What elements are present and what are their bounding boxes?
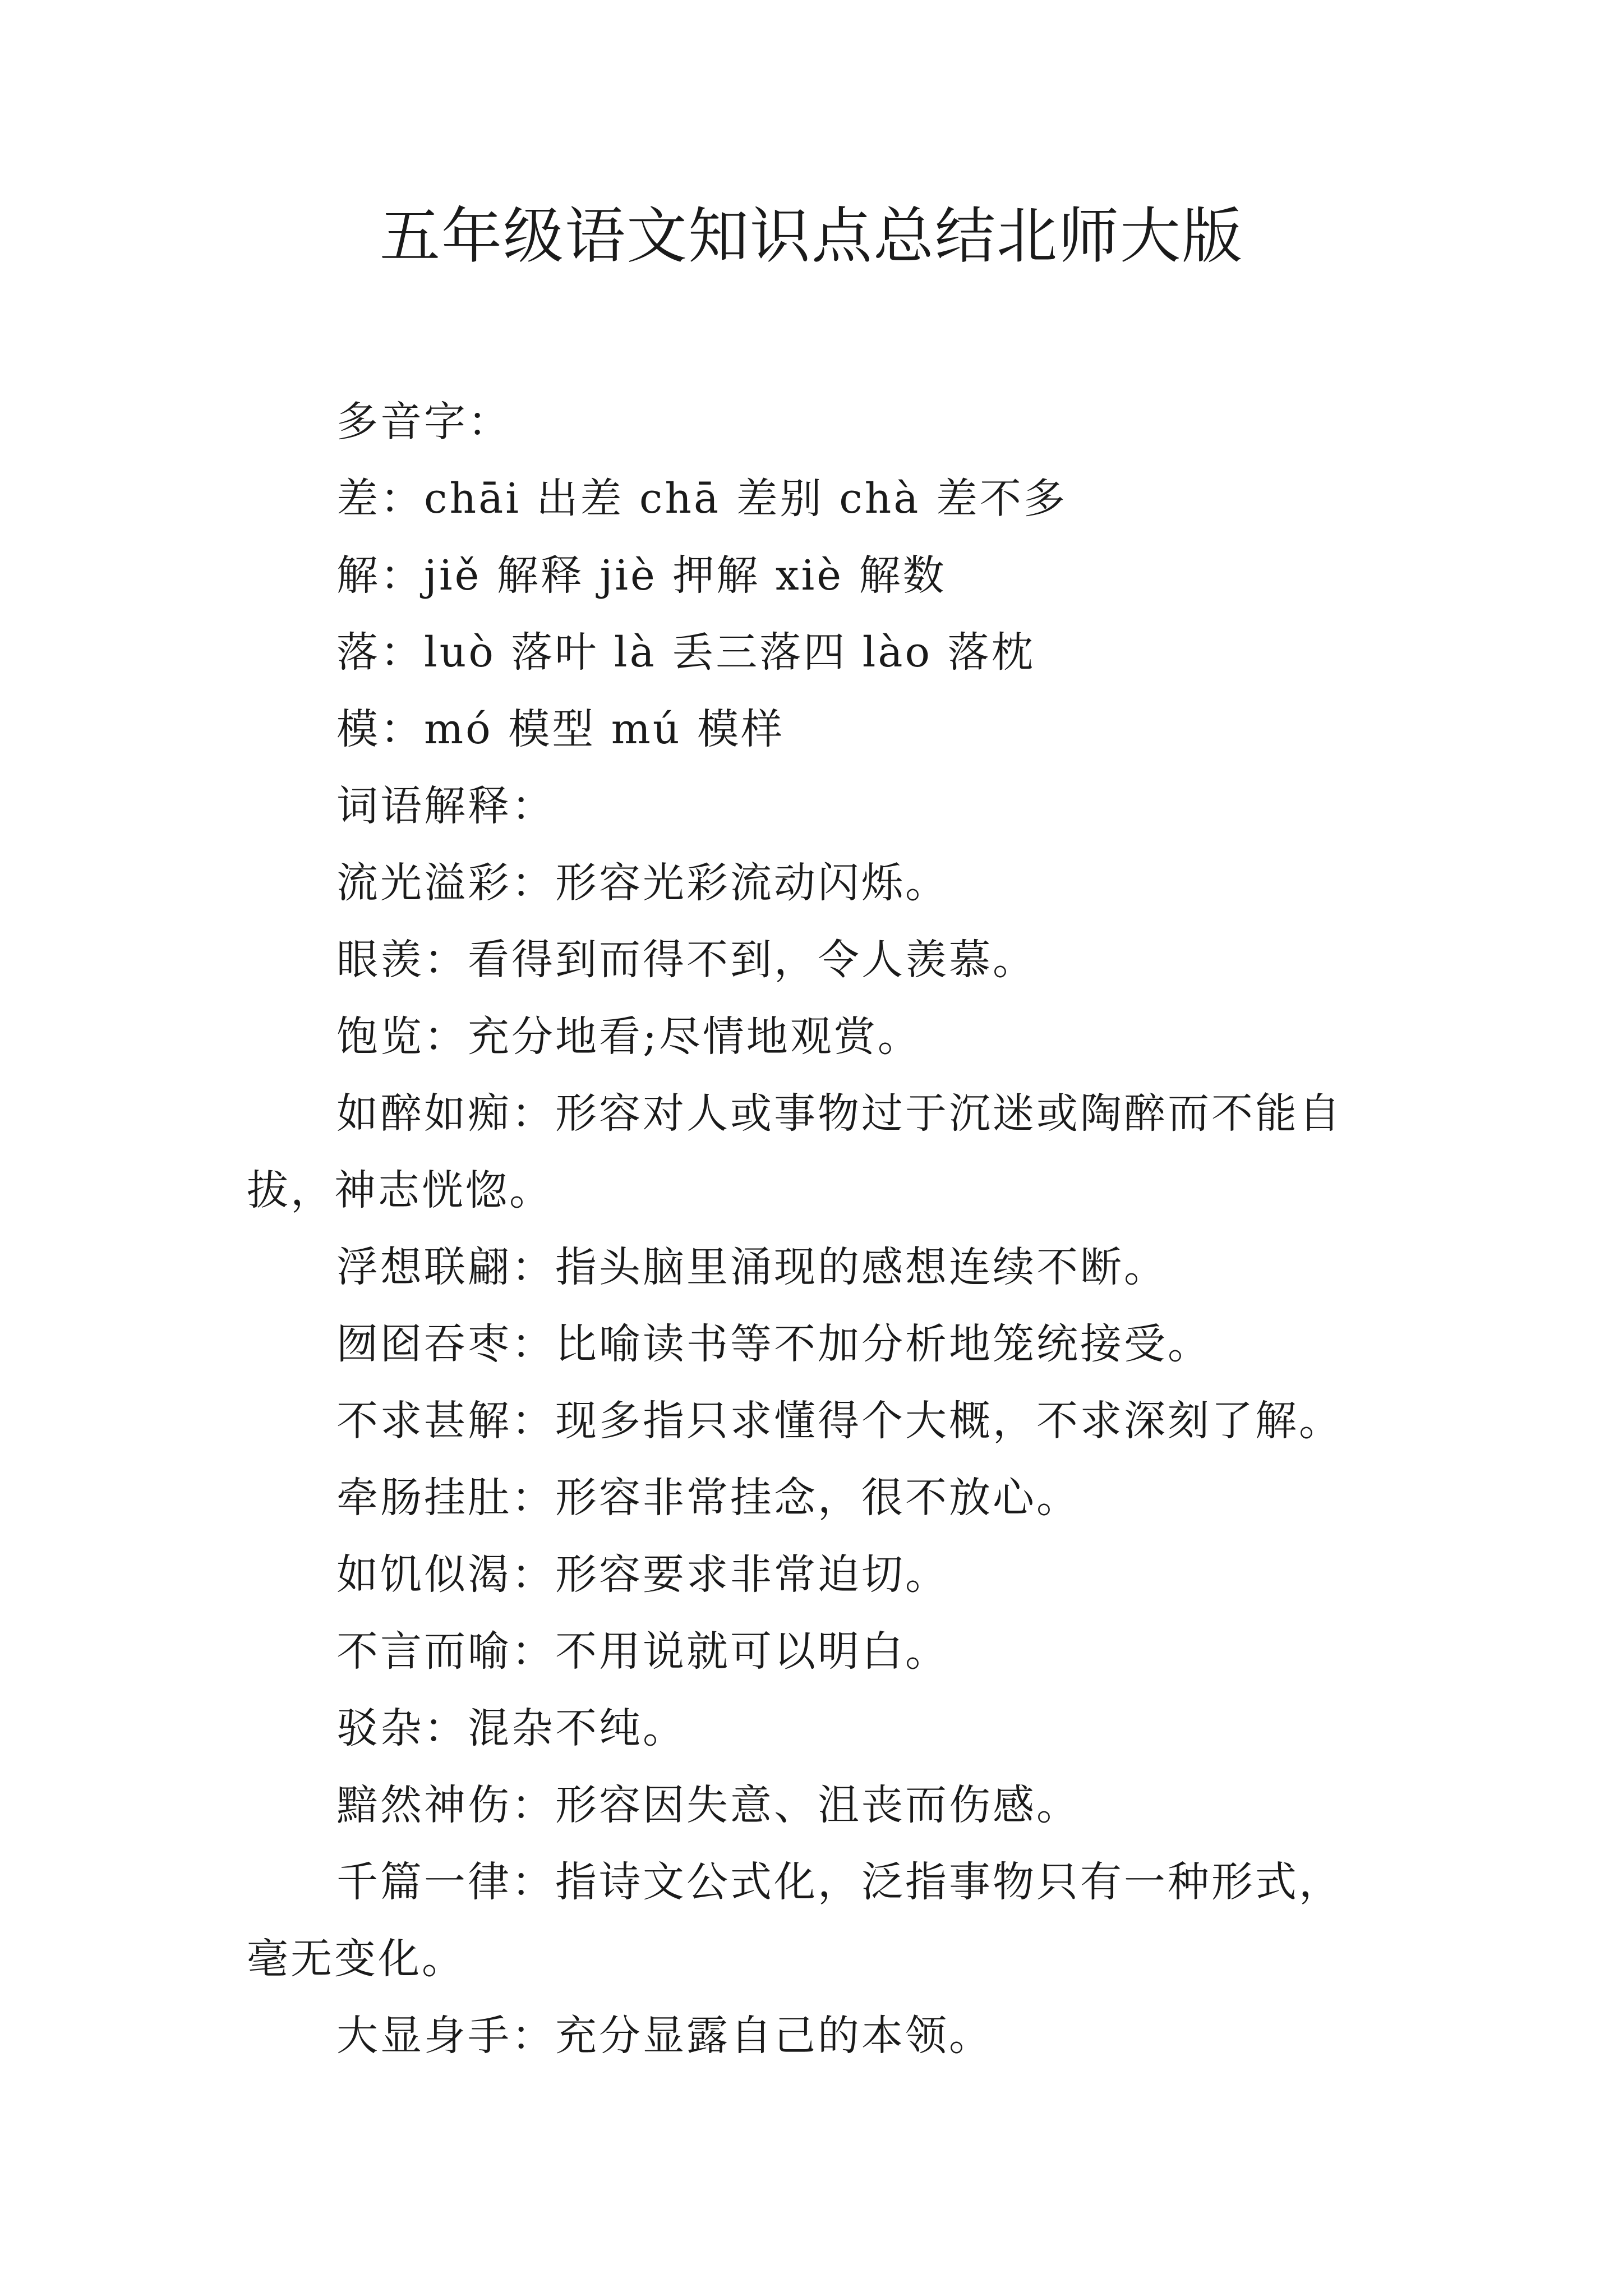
polyphone-entry: 模：mó 模型 mú 模样	[336, 705, 785, 753]
document-body	[247, 384, 1385, 2074]
vocabulary-entry: 眼羡：看得到而得不到，令人羡慕。	[336, 936, 1036, 984]
vocabulary-entry: 驳杂：混杂不纯。	[336, 1704, 686, 1752]
section-heading-polyphonic: 多音字：	[336, 398, 511, 446]
vocabulary-entry: 不求甚解：现多指只求懂得个大概，不求深刻了解。	[336, 1397, 1343, 1445]
vocabulary-entry: 不言而喻：不用说就可以明白。	[336, 1627, 949, 1676]
vocabulary-entry: 饱览：充分地看;尽情地观赏。	[336, 1013, 921, 1061]
vocabulary-entry: 牵肠挂肚：形容非常挂念，很不放心。	[336, 1474, 1080, 1522]
vocabulary-entry: 浮想联翩：指头脑里涌现的感想连续不断。	[336, 1243, 1168, 1291]
polyphone-entry: 差：chāi 出差 chā 差别 chà 差不多	[336, 475, 1067, 523]
vocabulary-entry: 黯然神伤：形容因失意、沮丧而伤感。	[336, 1781, 1080, 1829]
vocabulary-entry: 囫囵吞枣：比喻读书等不加分析地笼统接受。	[336, 1320, 1211, 1368]
vocabulary-entry: 如醉如痴：形容对人或事物过于沉迷或陶醉而不能自拔，神志恍惚。	[247, 1089, 1343, 1214]
vocabulary-entry: 流光溢彩：形容光彩流动闪烁。	[336, 859, 949, 907]
section-heading-vocabulary: 词语解释：	[336, 782, 555, 830]
vocabulary-entry: 大显身手：充分显露自己的本领。	[336, 2012, 993, 2060]
polyphone-entry: 解：jiě 解释 jiè 押解 xiè 解数	[336, 551, 947, 600]
document-title: 五年级语文知识点总结北师大版	[379, 201, 1243, 272]
vocabulary-entry: 如饥似渴：形容要求非常迫切。	[336, 1550, 949, 1599]
polyphone-entry: 落：luò 落叶 là 丢三落四 lào 落枕	[336, 628, 1035, 677]
vocabulary-entry: 千篇一律：指诗文公式化，泛指事物只有一种形式，毫无变化。	[247, 1858, 1343, 1983]
